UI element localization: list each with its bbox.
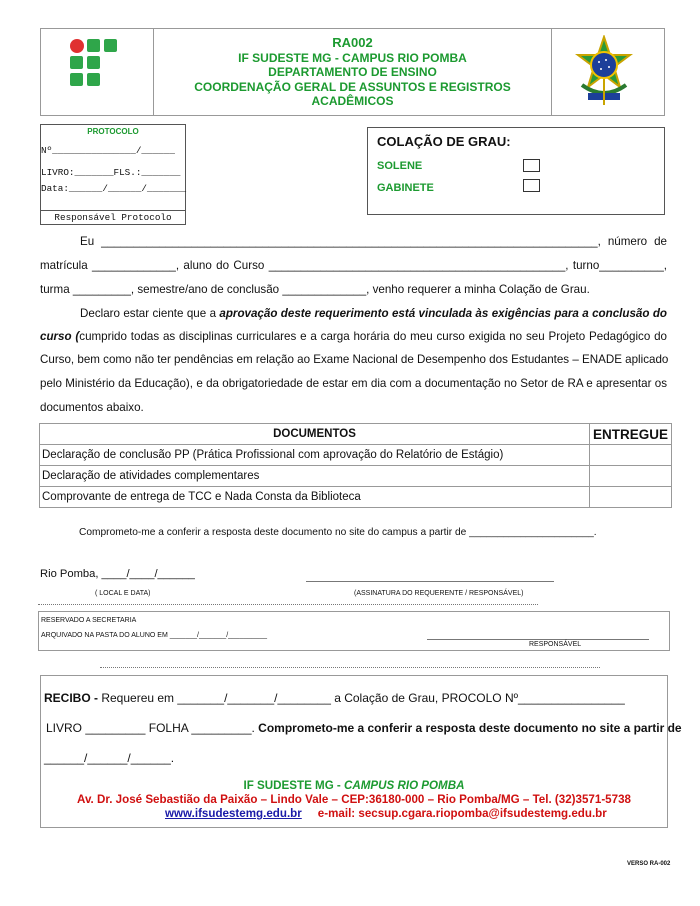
commitment-text[interactable]: Comprometo-me a conferir a resposta deste documento no site do campus a partir de ______________________. — [79, 527, 597, 538]
document-name: Comprovante de entrega de TCC e Nada Consta da Biblioteca — [40, 487, 590, 508]
receipt-request-text: Requereu em _______/_______/________ a Colação de Grau, PROCOLO Nº________________ — [98, 691, 625, 705]
footer-website-link[interactable]: www.ifsudestemg.edu.br — [165, 807, 302, 820]
table-row — [40, 487, 672, 508]
declaration-line-3: Curso, bem como não ter pendências em relação ao Exame Nacional de Desempenho dos Estudantes – ENADE aplicado — [40, 353, 669, 366]
footer-email[interactable]: e-mail: secsup.cgara.riopomba@ifsudestemg.edu.br — [317, 807, 607, 820]
receipt-line-1[interactable] — [44, 691, 625, 705]
footer-institution — [41, 779, 667, 792]
receipt-box — [40, 675, 682, 828]
request-line-class[interactable]: turma _________, semestre/ano de conclusão _____________, venho requerer a minha Colação de Grau. — [40, 283, 590, 296]
separator-line — [38, 604, 538, 605]
brazil-coat-of-arms-icon — [572, 35, 636, 109]
declaration-line-5: documentos abaixo. — [40, 401, 144, 414]
declaration-emphasis: aprovação deste requerimento está vinculada às exigências para a conclusão do — [219, 307, 667, 320]
responsible-signature-line[interactable] — [427, 639, 649, 640]
receipt-date-field[interactable]: ______/______/______. — [44, 751, 175, 765]
department-name: DEPARTAMENTO DE ENSINO — [268, 65, 437, 79]
cut-line — [100, 667, 600, 668]
protocol-box — [40, 124, 186, 225]
secretary-reserved-box — [38, 611, 670, 651]
responsible-caption: RESPONSÁVEL — [529, 641, 582, 648]
declaration-line-1 — [80, 307, 667, 320]
place-date-caption: ( LOCAL E DATA) — [95, 590, 151, 597]
documents-header: DOCUMENTOS — [40, 424, 590, 445]
footer-campus: CAMPUS RIO POMBA — [344, 779, 465, 792]
if-logo-icon — [69, 38, 129, 96]
request-line-name[interactable]: Eu _____________________________________________________________________________, número de — [80, 235, 667, 248]
receipt-book-page: LIVRO _________ FOLHA _________. — [46, 721, 255, 735]
declaration-emphasis-end: curso ( — [40, 330, 80, 343]
protocol-title: PROTOCOLO — [87, 127, 139, 136]
receipt-line-2[interactable] — [46, 721, 682, 735]
option-solene-checkbox[interactable] — [523, 159, 540, 172]
header-titles — [153, 36, 552, 109]
table-header-row — [40, 424, 672, 445]
graduation-type-title: COLAÇÃO DE GRAU: — [377, 134, 511, 149]
footer-contacts — [165, 807, 667, 820]
document-name: Declaração de conclusão PP (Prática Profissional com aprovação do Relatório de Estágio) — [40, 445, 590, 466]
document-name: Declaração de atividades complementares — [40, 466, 590, 487]
archived-date-field[interactable]: ARQUIVADO NA PASTA DO ALUNO EM _______/_______/__________ — [41, 632, 268, 639]
receipt-label: RECIBO - — [44, 691, 98, 705]
form-code: RA002 — [332, 35, 373, 50]
protocol-responsible: Responsável Protocolo — [41, 210, 185, 224]
delivered-cell[interactable] — [590, 445, 672, 466]
signature-caption: (ASSINATURA DO REQUERENTE / RESPONSÁVEL) — [354, 590, 524, 597]
place-date-field[interactable]: Rio Pomba, ____/____/______ — [40, 568, 195, 580]
receipt-commitment: Comprometo-me a conferir a resposta deste documento no site a partir de — [254, 721, 682, 735]
delivered-cell[interactable] — [590, 466, 672, 487]
option-solene-label: SOLENE — [377, 160, 423, 172]
footer-inst-name: IF SUDESTE MG - — [243, 779, 345, 792]
graduation-type-box — [367, 127, 665, 215]
institution-name: IF SUDESTE MG - CAMPUS RIO POMBA — [238, 50, 467, 65]
delivered-header: ENTREGUE — [590, 424, 672, 445]
protocol-number-field[interactable]: Nº_______________/______ — [41, 145, 175, 156]
request-line-course[interactable]: matrícula _____________, aluno do Curso ______________________________________________, turno__________, — [40, 259, 667, 272]
option-gabinete-label: GABINETE — [377, 182, 434, 194]
declaration-line-2 — [40, 330, 667, 343]
protocol-book-field[interactable]: LIVRO:_______FLS.:_______ — [41, 167, 181, 178]
documents-table — [39, 423, 672, 508]
declaration-line-4: pelo Ministério da Educação), e da obrigatoriedade de estar em dia com a documentação no Setor de RA e apresentar os — [40, 377, 667, 390]
delivered-cell[interactable] — [590, 487, 672, 508]
seal-cell — [551, 29, 664, 115]
document-header — [40, 28, 665, 116]
declaration-text: cumprido todas as disciplinas curriculares e a carga horária do meu curso exigida no seu Projeto Pedagógico do — [79, 330, 668, 343]
option-gabinete-checkbox[interactable] — [523, 179, 540, 192]
version-label: VERSO RA-002 — [627, 861, 671, 867]
table-row — [40, 466, 672, 487]
protocol-date-field[interactable]: Data:______/______/_______ — [41, 183, 187, 194]
table-row — [40, 445, 672, 466]
signature-line[interactable] — [306, 581, 554, 582]
logo-cell — [41, 29, 154, 115]
declaration-text: Declaro estar ciente que a — [80, 307, 220, 320]
footer-address: Av. Dr. José Sebastião da Paixão – Lindo Vale – CEP:36180-000 – Rio Pomba/MG – Tel. (32)3571-5738 — [77, 793, 631, 806]
reserved-title: RESERVADO A SECRETARIA — [41, 617, 137, 624]
coordination-name: COORDENAÇÃO GERAL DE ASSUNTOS E REGISTROS ACADÊMICOS — [194, 79, 511, 108]
